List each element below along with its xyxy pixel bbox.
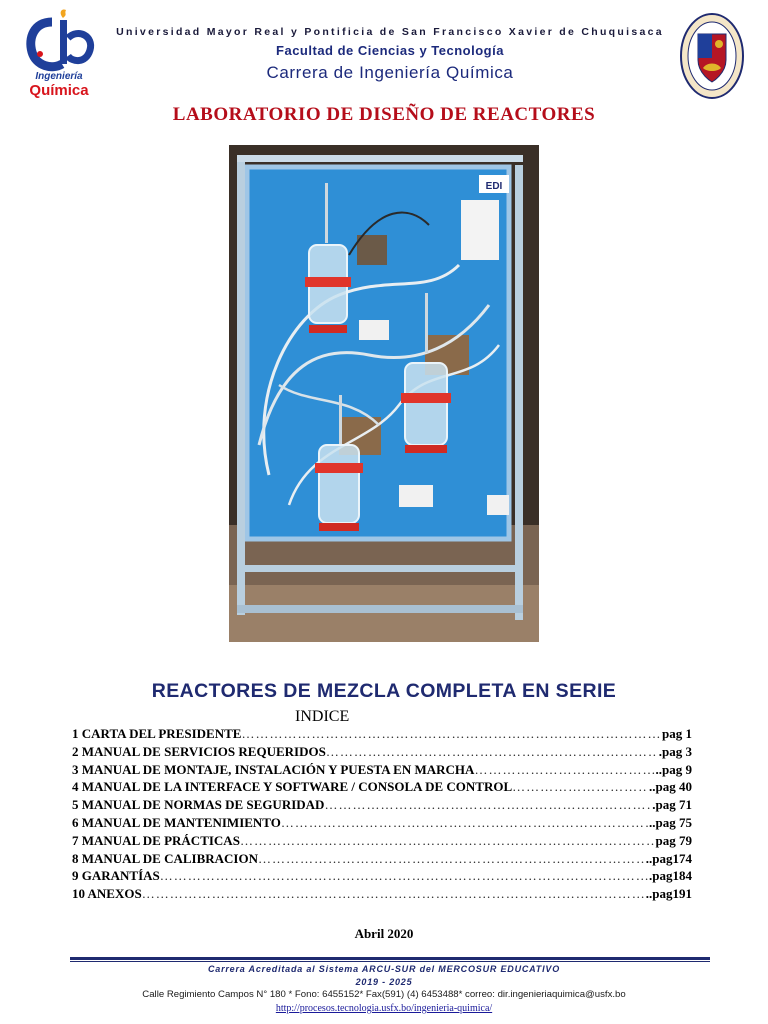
logo-text-1: Ingeniería xyxy=(35,71,83,82)
toc-item[interactable]: 10 ANEXOS …………………………………………………………………………………………………………………………………………………………… ..pag191 xyxy=(72,886,692,904)
toc-item[interactable]: 1 CARTA DEL PRESIDENTE …………………………………………………………………………………………………………………………………………………………… pag 1 xyxy=(72,726,692,744)
cie-logo-icon xyxy=(22,8,96,100)
logo-text-2: Química xyxy=(29,82,89,99)
university-name: Universidad Mayor Real y Pontificia de San Francisco Xavier de Chuquisaca xyxy=(116,26,664,38)
accreditation-text: Carrera Acreditada al Sistema ARCU-SUR del MERCOSUR EDUCATIVO xyxy=(207,964,561,974)
index-heading: INDICE xyxy=(295,708,350,725)
table-of-contents xyxy=(72,726,692,904)
accreditation-years: 2019 - 2025 xyxy=(355,977,413,987)
university-seal-icon xyxy=(679,12,745,100)
toc-item[interactable]: 5 MANUAL DE NORMAS DE SEGURIDAD …………………………………………………………………………………………………………………………………………………………… .pag 71 xyxy=(72,797,692,815)
faculty-name: Facultad de Ciencias y Tecnología xyxy=(276,43,504,58)
toc-item[interactable]: 3 MANUAL DE MONTAJE, INSTALACIÓN Y PUESTA EN MARCHA …………………………………………………………………………………………………………………………………………………………… ..pag 9 xyxy=(72,762,692,780)
reactor-equipment-photo xyxy=(229,145,539,642)
website-link[interactable]: http://procesos.tecnologia.usfx.bo/ingenieria-quimica/ xyxy=(275,1003,493,1014)
contact-address: Calle Regimiento Campos N° 180 * Fono: 6455152* Fax(591) (4) 6453488* correo: dir.ingenieriaquimica@usfx.bo xyxy=(142,989,626,1000)
toc-item[interactable]: 4 MANUAL DE LA INTERFACE Y SOFTWARE / CONSOLA DE CONTROL …………………………………………………………………………………………………………………………………………………………… ..pag 40 xyxy=(72,779,692,797)
toc-item[interactable]: 7 MANUAL DE PRÁCTICAS …………………………………………………………………………………………………………………………………………………………… pag 79 xyxy=(72,833,692,851)
career-name: Carrera de Ingeniería Química xyxy=(266,63,514,82)
footer-divider xyxy=(70,957,710,960)
document-date: Abril 2020 xyxy=(354,926,414,941)
document-main-title: REACTORES DE MEZCLA COMPLETA EN SERIE xyxy=(151,680,617,702)
footer-divider-thin xyxy=(70,961,710,962)
toc-item[interactable]: 6 MANUAL DE MANTENIMIENTO …………………………………………………………………………………………………………………………………………………………… ..pag 75 xyxy=(72,815,692,833)
panel-label: EDI xyxy=(485,181,503,192)
toc-item[interactable]: 8 MANUAL DE CALIBRACION …………………………………………………………………………………………………………………………………………………………… ..pag174 xyxy=(72,851,692,869)
toc-item[interactable]: 2 MANUAL DE SERVICIOS REQUERIDOS …………………………………………………………………………………………………………………………………………………………… .pag 3 xyxy=(72,744,692,762)
lab-title: LABORATORIO DE DISEÑO DE REACTORES xyxy=(172,104,596,125)
toc-item[interactable]: 9 GARANTÍAS …………………………………………………………………………………………………………………………………………………………… .pag184 xyxy=(72,868,692,886)
